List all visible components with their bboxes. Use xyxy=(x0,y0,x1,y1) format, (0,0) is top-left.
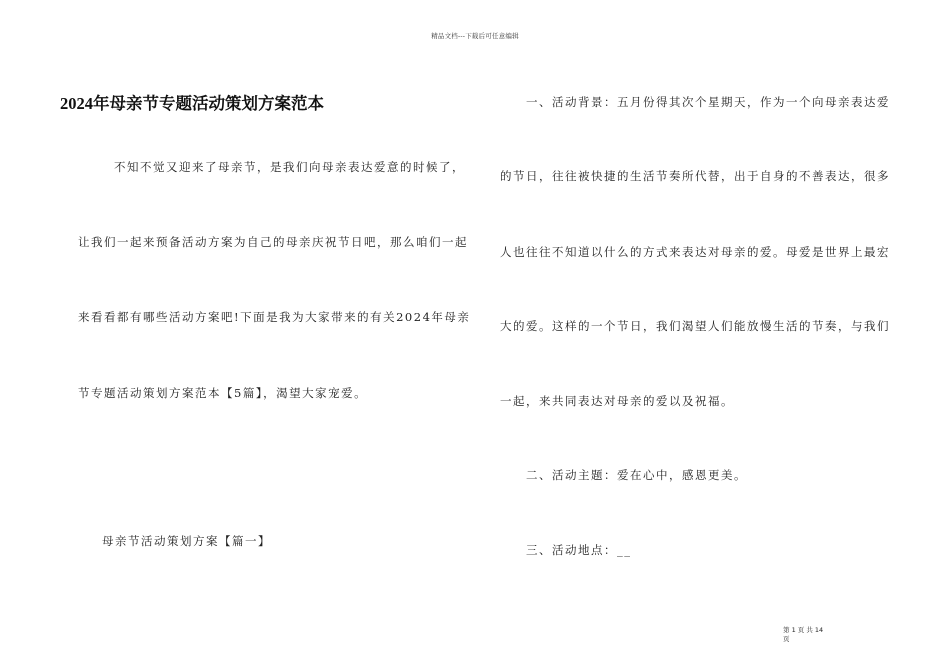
intro-line-2: 让我们一起来预备活动方案为自己的母亲庆祝节日吧，那么咱们一起 xyxy=(78,235,468,249)
theme-line: 二、活动主题：爱在心中，感恩更美。 xyxy=(526,468,747,482)
section-heading: 母亲节活动策划方案【篇一】 xyxy=(102,534,271,548)
background-line-2: 的节日，往往被快捷的生活节奏所代替，出于自身的不善表达，很多 xyxy=(500,169,890,183)
background-line-4: 大的爱。这样的一个节日，我们渴望人们能放慢生活的节奏，与我们 xyxy=(500,319,890,333)
location-line: 三、活动地点：__ xyxy=(526,543,632,557)
intro-line-4: 节专题活动策划方案范本【5篇】，渴望大家宠爱。 xyxy=(78,386,368,400)
header-note: 精品文档---下载后可任意编辑 xyxy=(431,32,519,40)
background-line-3: 人也往往不知道以什么的方式来表达对母亲的爱。母爱是世界上最宏 xyxy=(500,245,890,259)
page-number-line-2: 页 xyxy=(783,635,790,643)
background-line-5: 一起，来共同表达对母亲的爱以及祝福。 xyxy=(500,394,734,408)
page-number-line-1: 第 1 页 共 14 xyxy=(783,626,824,634)
background-line-1: 一、活动背景：五月份得其次个星期天，作为一个向母亲表达爱 xyxy=(526,95,890,109)
document-title: 2024年母亲节专题活动策划方案范本 xyxy=(60,94,324,113)
page-number xyxy=(783,626,833,644)
intro-line-3: 来看看都有哪些活动方案吧!下面是我为大家带来的有关2024年母亲 xyxy=(78,310,471,324)
intro-line-1: 不知不觉又迎来了母亲节，是我们向母亲表达爱意的时候了， xyxy=(114,160,465,174)
